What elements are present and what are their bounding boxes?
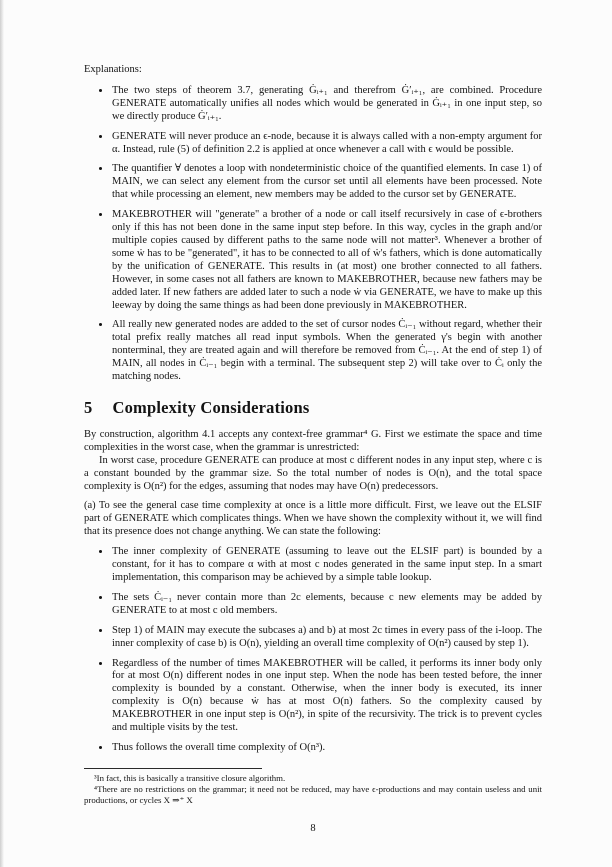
list-item: • MAKEBROTHER will "generate" a brother of a node or call itself recursively in case of ϵ-brothers only if this has not been done in the same input step before. In this way, cycles in the graph and/or multiple copies caused by different paths to the same node will not matter³. Whenever a brother of some ẇ has to be "generated", it has to be connected to all of ẇ's fathers, which is done automatically by the unification of GENERATE. This results in (at most) one brother connected to all fathers. However, in some cases not all fathers are known to MAKEBROTHER, because new fathers may be added later. If new fathers are added later to such a node ẇ via GENERATE, we have to make up this leeway by doing the same things as had been done previously in MAKEBROTHER. [111, 209, 542, 312]
paragraph: (a) To see the general case time complexity at once is a little more difficult. First, we leave out the ELSIF part of GENERATE which complicates things. When we have shown the complexity without it, we will find that its presence does not change anything. We can state the following: [84, 500, 542, 538]
list-item: • The quantifier ∀ denotes a loop with nondeterministic choice of the quantified elements. In case 1) of MAIN, we can select any element from the cursor set until all elements have been processed. Note that while processing an element, new members may be added to the cursor set by GENERATE. [111, 163, 542, 202]
footnote-rule [84, 768, 262, 769]
scan-edge-artifact [0, 0, 4, 867]
list-item: • The two steps of theorem 3.7, generating Ġᵢ₊₁ and therefrom Ġ′ᵢ₊₁, are combined. Procedure GENERATE automatically unifies all nodes which would be generated in Ġᵢ₊₁ in one input step, so we directly produce Ġ′ᵢ₊₁. [111, 85, 542, 124]
list-item: • Regardless of the number of times MAKEBROTHER will be called, it performs its inner body only for at most O(n) different nodes in one input step. When the node has been tested before, the inner complexity is bounded by a constant. Otherwise, when the inner body is executed, its inner complexity is O(n) because ẇ has at most O(n) fathers. So the complexity caused by MAKEBROTHER in one input step is O(n²), in spite of the recursivity. The trick is to prevent cycles and multiple visits by the test. [111, 658, 542, 735]
list-item: • The sets Ċᵢ₋₁ never contain more than 2c elements, because c new elements may be added by GENERATE to at most c old members. [111, 592, 542, 618]
section-title: Complexity Considerations [112, 397, 310, 417]
complexity-list [84, 546, 542, 755]
footnote-block [84, 768, 542, 807]
paragraph: In worst case, procedure GENERATE can produce at most c different nodes in any input step, where c is a constant bounded by the grammar size. So the total number of nodes is O(n), and the total space complexity is O(n²) for the edges, assuming that nodes may have O(n) predecessors. [84, 454, 542, 492]
list-item: • Step 1) of MAIN may execute the subcases a) and b) at most 2c times in every pass of the i-loop. The inner complexity of case b) is O(n), yielding an overall time complexity of O(n²) caused by step 1). [111, 625, 542, 651]
list-item: • All really new generated nodes are added to the set of cursor nodes Ċᵢ₋₁ without regard, whether their total prefix really matches all read input symbols. When the generated γ's begin with another nonterminal, they are treated again and will therefore be removed from Ċᵢ₋₁. At the end of step 1) of MAIN, all nodes in Ċᵢ₋₁ begin with a terminal. The subsequent step 2) will take over to Ċᵢ only the matching nodes. [111, 319, 542, 384]
list-item: • The inner complexity of GENERATE (assuming to leave out the ELSIF part) is bounded by a constant, for it has to compare α with at most c nodes generated in the same input step. In a smart implementation, this comparison may be achieved by a simple table lookup. [111, 546, 542, 585]
footnote-3: ³In fact, this is basically a transitive closure algorithm. [94, 772, 286, 783]
list-item: • Thus follows the overall time complexity of O(n³). [111, 742, 542, 755]
explanations-label: Explanations: [84, 64, 142, 75]
page-number: 8 [310, 822, 316, 834]
paragraph: By construction, algorithm 4.1 accepts any context-free grammar⁴ G. First we estimate the space and time complexities in the worst case, when the grammar is unrestricted: [84, 428, 542, 453]
explanations-list [84, 85, 542, 384]
section-heading [84, 398, 542, 417]
page-content [84, 64, 542, 836]
list-item: • GENERATE will never produce an ϵ-node, because it is always called with a non-empty argument for α. Instead, rule (5) of definition 2.2 is applied at once whenever a call with ϵ would be possible. [111, 131, 542, 157]
section-number: 5 [84, 397, 93, 417]
footnote-4: ⁴There are no restrictions on the grammar; it need not be reduced, may have ϵ-productions and may contain useless and unit productions, or cycles X ⇒⁺ X [84, 784, 542, 806]
